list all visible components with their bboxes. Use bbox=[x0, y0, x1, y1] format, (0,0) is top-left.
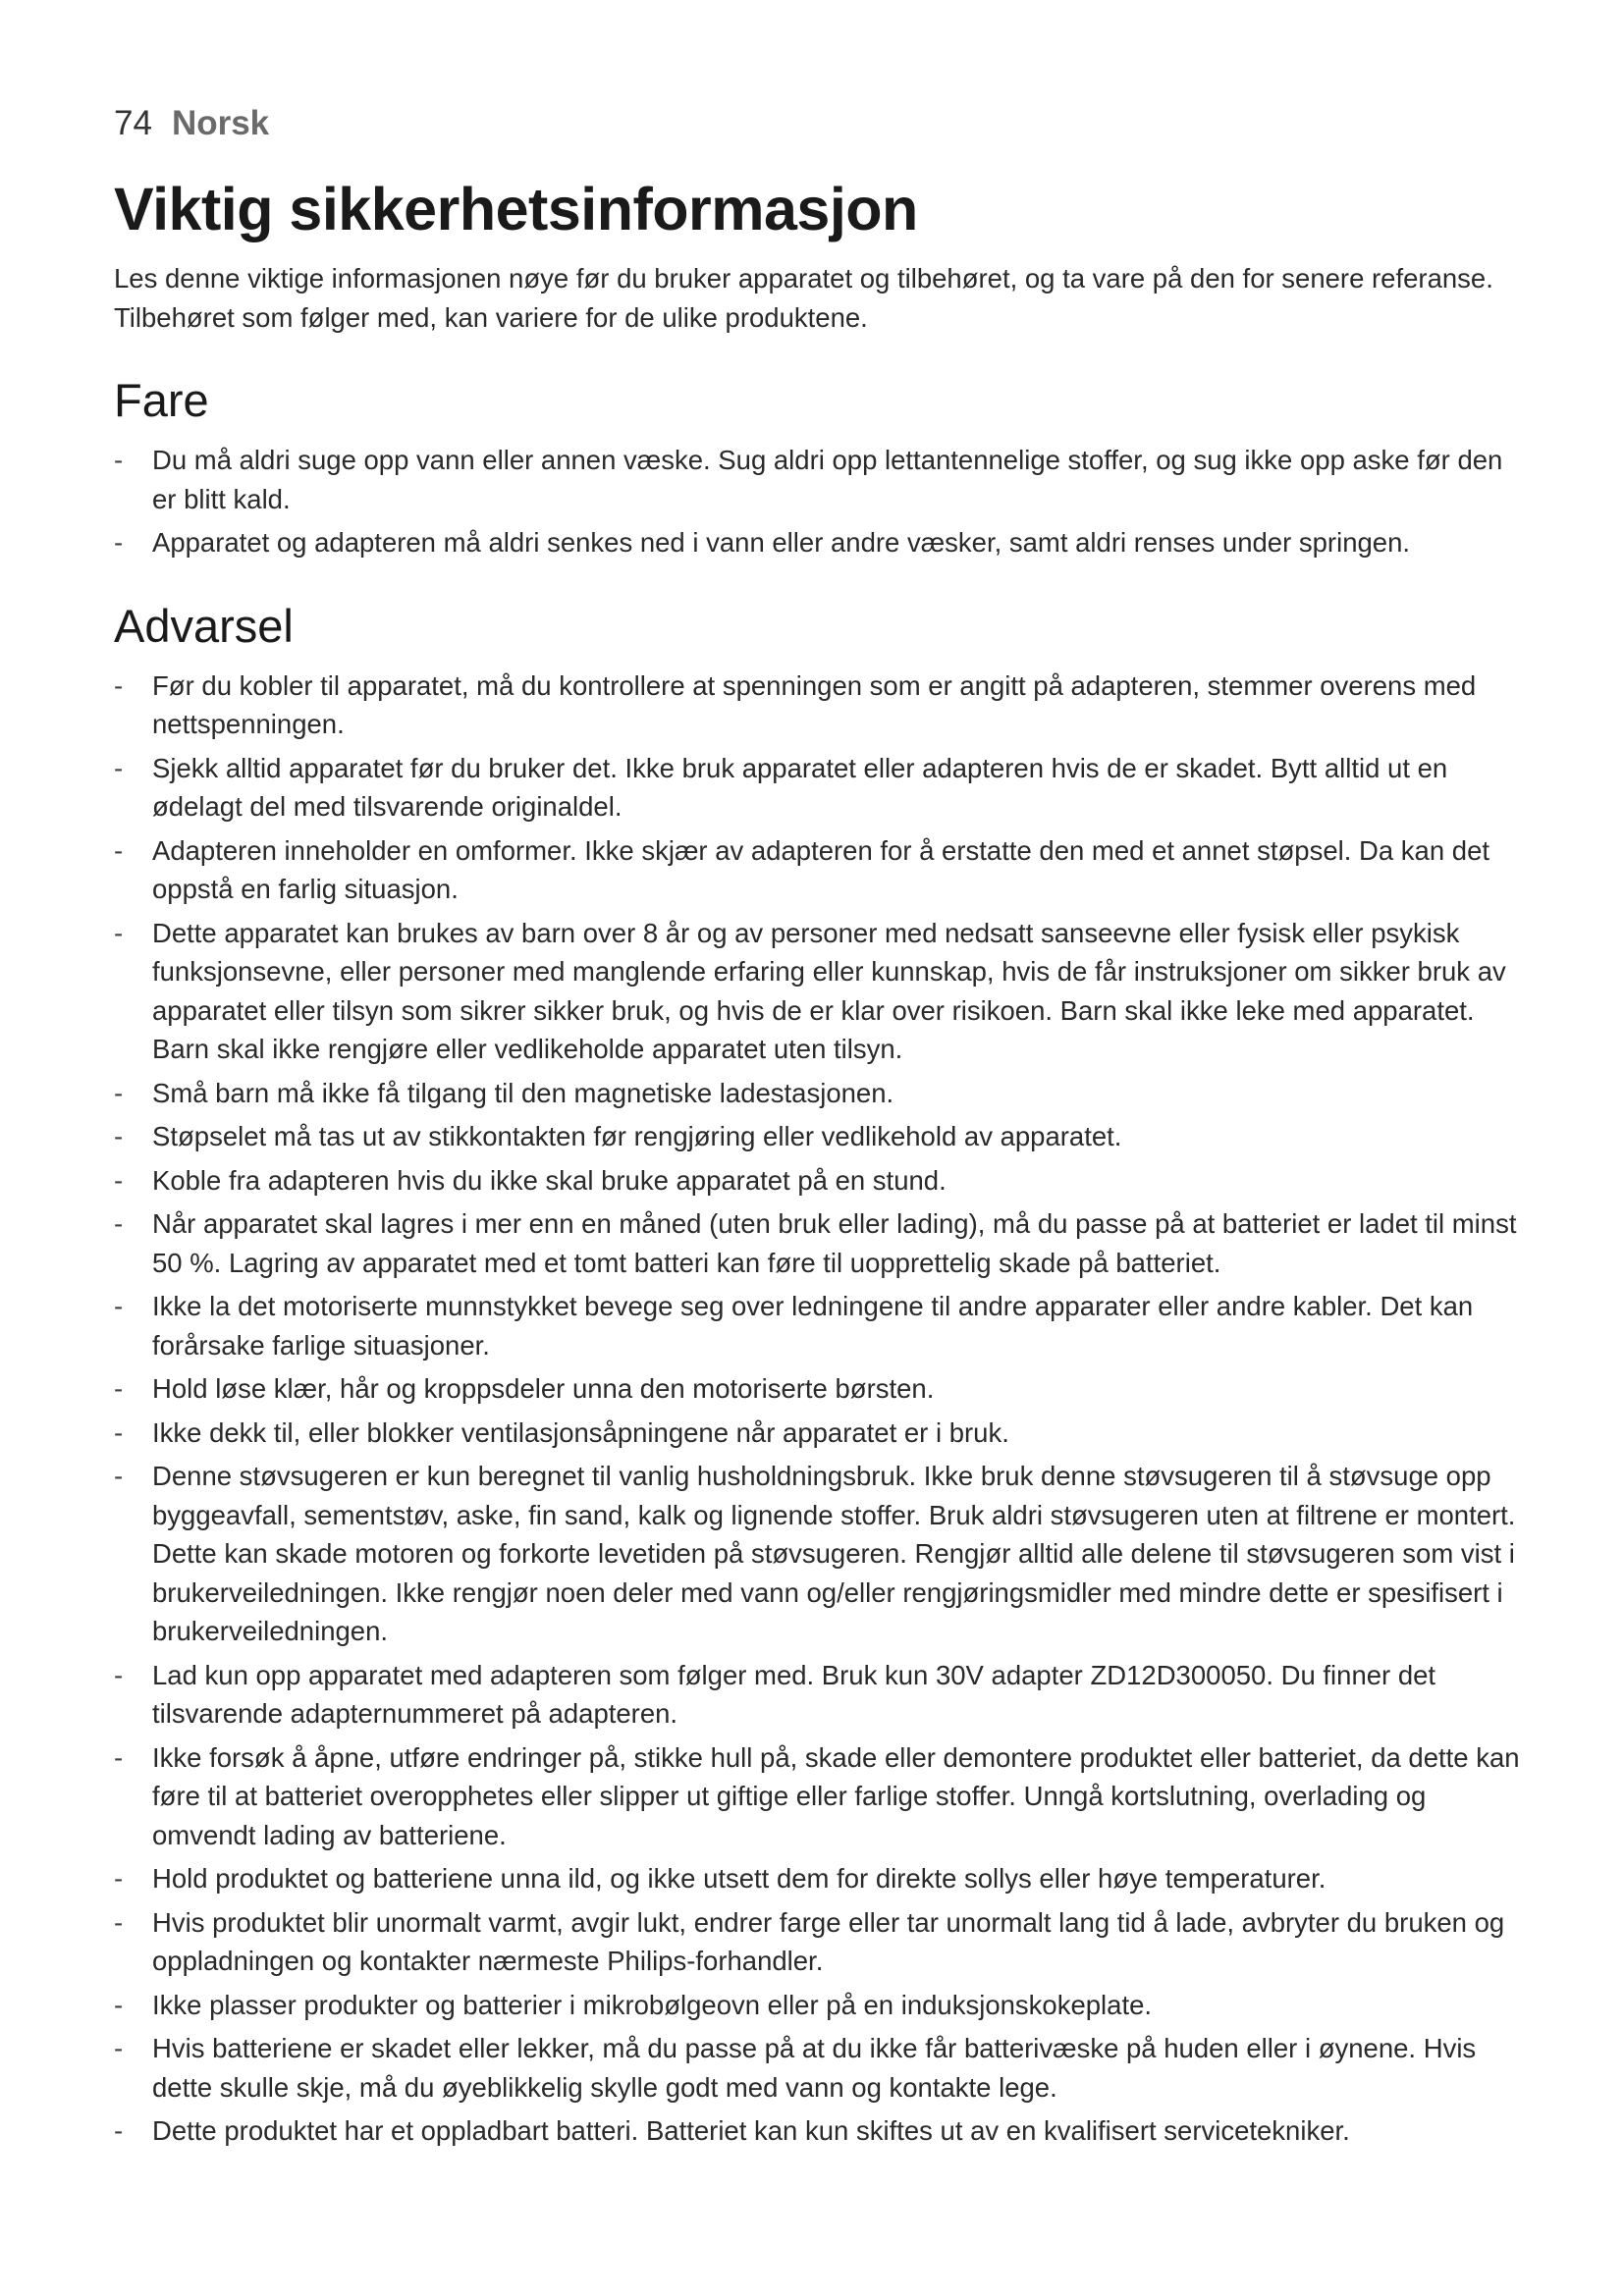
list-item-text: Små barn må ikke få tilgang til den magnetiske ladestasjonen. bbox=[152, 1077, 894, 1108]
bullet-dash: - bbox=[114, 1659, 124, 1690]
list-item-text: Dette produktet har et oppladbart batteri. Batteriet kan kun skiftes ut av en kvalifisert servicetekniker. bbox=[152, 2115, 1350, 2146]
bullet-dash: - bbox=[114, 1741, 124, 1773]
list-item bbox=[114, 749, 1522, 827]
list-item-text: Ikke la det motoriserte munnstykket bevege seg over ledningene til andre apparater eller andre kabler. Det kan forårsake farlige situasjoner. bbox=[152, 1291, 1474, 1361]
list-item bbox=[114, 1074, 1522, 1113]
list-item-text: Du må aldri suge opp vann eller annen væske. Sug aldri opp lettantennelige stoffer, og sug ikke opp aske før den er blitt kald. bbox=[152, 445, 1503, 514]
list-item bbox=[114, 1738, 1522, 1855]
list-item-text: Ikke plasser produkter og batterier i mikrobølgeovn eller på en induksjonskokeplate. bbox=[152, 1989, 1153, 2020]
bullet-dash: - bbox=[114, 669, 124, 701]
bullet-dash: - bbox=[114, 1373, 124, 1404]
bullet-dash: - bbox=[114, 445, 124, 475]
warning-heading: Advarsel bbox=[114, 599, 294, 652]
bullet-dash: - bbox=[114, 1121, 124, 1151]
list-item-text: Denne støvsugeren er kun beregnet til vanlig husholdningsbruk. Ikke bruk denne støvsugeren til å støvsuge opp byggeavfall, sementstøv, aske, fin sand, kalk og lignende stoffer. Bruk aldri støvsugeren uten at filtrene er montert. Dette kan skade motoren og forkorte levetiden på støvsugeren. Rengjør alltid alle delene til støvsugeren som vist i brukerveiledningen. Ikke rengjør noen deler med vann og/eller rengjøringsmidler med mindre dette er spesifisert i brukerveiledningen. bbox=[152, 1461, 1516, 1646]
list-item-text: Adapteren inneholder en omformer. Ikke skjær av adapteren for å erstatte den med et annet støpsel. Da kan det oppstå en farlig situasjon. bbox=[152, 834, 1490, 904]
list-item bbox=[114, 2029, 1522, 2107]
list-item-text: Koble fra adapteren hvis du ikke skal bruke apparatet på en stund. bbox=[152, 1164, 947, 1196]
list-item bbox=[114, 1859, 1522, 1898]
bullet-dash: - bbox=[114, 1989, 124, 2020]
list-item-text: Hold løse klær, hår og kroppsdeler unna den motoriserte børsten. bbox=[152, 1373, 935, 1404]
danger-list bbox=[114, 441, 1522, 562]
bullet-dash: - bbox=[114, 1863, 124, 1894]
list-item-text: Hvis batteriene er skadet eller lekker, må du passe på at du ikke får batterivæske på huden eller i øynene. Hvis dette skulle skje, må du øyeblikkelig skylle godt med vann og kontakte lege. bbox=[152, 2033, 1477, 2103]
list-item bbox=[114, 1986, 1522, 2025]
bullet-dash: - bbox=[114, 834, 124, 866]
bullet-dash: - bbox=[114, 917, 124, 948]
list-item bbox=[114, 441, 1522, 518]
list-item-text: Lad kun opp apparatet med adapteren som følger med. Bruk kun 30V adapter ZD12D300050. Du finner det tilsvarende adapternummeret på adapteren. bbox=[152, 1659, 1436, 1729]
warning-section bbox=[114, 598, 1522, 2151]
bullet-dash: - bbox=[114, 1416, 124, 1448]
list-item bbox=[114, 2111, 1522, 2151]
bullet-dash: - bbox=[114, 752, 124, 783]
bullet-dash: - bbox=[114, 1906, 124, 1938]
list-item bbox=[114, 1369, 1522, 1409]
list-item bbox=[114, 667, 1522, 744]
bullet-dash: - bbox=[114, 2115, 124, 2146]
list-item bbox=[114, 1903, 1522, 1981]
warning-list bbox=[114, 667, 1522, 2151]
list-item bbox=[114, 1161, 1522, 1201]
page-number: 74 bbox=[114, 104, 152, 142]
list-item bbox=[114, 914, 1522, 1069]
list-item-text: Før du kobler til apparatet, må du kontrollere at spenningen som er angitt på adapteren, stemmer overens med nettspenningen. bbox=[152, 669, 1477, 739]
list-item-text: Sjekk alltid apparatet før du bruker det. Ikke bruk apparatet eller adapteren hvis de er skadet. Bytt alltid ut en ødelagt del med tilsvarende originaldel. bbox=[152, 752, 1448, 822]
list-item-text: Ikke forsøk å åpne, utføre endringer på, stikke hull på, skade eller demontere produktet eller batteriet, da dette kan føre til at batteriet overopphetes eller slipper ut giftige eller farlige stoffer. Unngå kortslutning, overlading og omvendt lading av batteriene. bbox=[152, 1741, 1520, 1850]
bullet-dash: - bbox=[114, 1208, 124, 1239]
list-item bbox=[114, 523, 1522, 562]
list-item bbox=[114, 1117, 1522, 1156]
page-title: Viktig sikkerhetsinformasjon bbox=[114, 176, 918, 242]
intro-paragraph: Les denne viktige informasjonen nøye før du bruker apparatet og tilbehøret, og ta vare på den for senere referanse. Tilbehøret som følger med, kan variere for de ulike produktene. bbox=[114, 263, 1493, 333]
list-item-text: Når apparatet skal lagres i mer enn en måned (uten bruk eller lading), må du passe på at batteriet er ladet til minst 50 %. Lagring av apparatet med et tomt batteri kan føre til uopprettelig skade på batteriet. bbox=[152, 1208, 1517, 1278]
list-item-text: Apparatet og adapteren må aldri senkes ned i vann eller andre væsker, samt aldri renses under springen. bbox=[152, 527, 1411, 558]
running-header bbox=[114, 96, 1522, 151]
bullet-dash: - bbox=[114, 527, 124, 558]
bullet-dash: - bbox=[114, 1164, 124, 1196]
list-item bbox=[114, 1204, 1522, 1282]
list-item bbox=[114, 1414, 1522, 1453]
danger-section bbox=[114, 372, 1522, 562]
bullet-dash: - bbox=[114, 2033, 124, 2063]
list-item bbox=[114, 1457, 1522, 1651]
manual-page bbox=[114, 96, 1522, 2156]
bullet-dash: - bbox=[114, 1291, 124, 1321]
list-item-text: Hvis produktet blir unormalt varmt, avgir lukt, endrer farge eller tar unormalt lang tid å lade, avbryter du bruken og oppladningen og kontakter nærmeste Philips-forhandler. bbox=[152, 1906, 1505, 1976]
list-item-text: Ikke dekk til, eller blokker ventilasjonsåpningene når apparatet er i bruk. bbox=[152, 1416, 1009, 1448]
list-item bbox=[114, 1287, 1522, 1364]
bullet-dash: - bbox=[114, 1461, 124, 1491]
list-item bbox=[114, 1656, 1522, 1734]
danger-heading: Fare bbox=[114, 374, 209, 426]
list-item-text: Hold produktet og batteriene unna ild, og ikke utsett dem for direkte sollys eller høye temperaturer. bbox=[152, 1863, 1326, 1894]
list-item bbox=[114, 831, 1522, 909]
bullet-dash: - bbox=[114, 1077, 124, 1108]
list-item-text: Dette apparatet kan brukes av barn over 8 år og av personer med nedsatt sanseevne eller fysisk eller psykisk funksjonsevne, eller personer med manglende erfaring eller kunnskap, hvis de får instruksjoner om sikker bruk av apparatet eller tilsyn som sikrer sikker bruk, og hvis de er klar over risikoen. Barn skal ikke leke med apparatet. Barn skal ikke rengjøre eller vedlikeholde apparatet uten tilsyn. bbox=[152, 917, 1506, 1064]
list-item-text: Støpselet må tas ut av stikkontakten før rengjøring eller vedlikehold av apparatet. bbox=[152, 1121, 1122, 1151]
section-name: Norsk bbox=[171, 104, 270, 142]
